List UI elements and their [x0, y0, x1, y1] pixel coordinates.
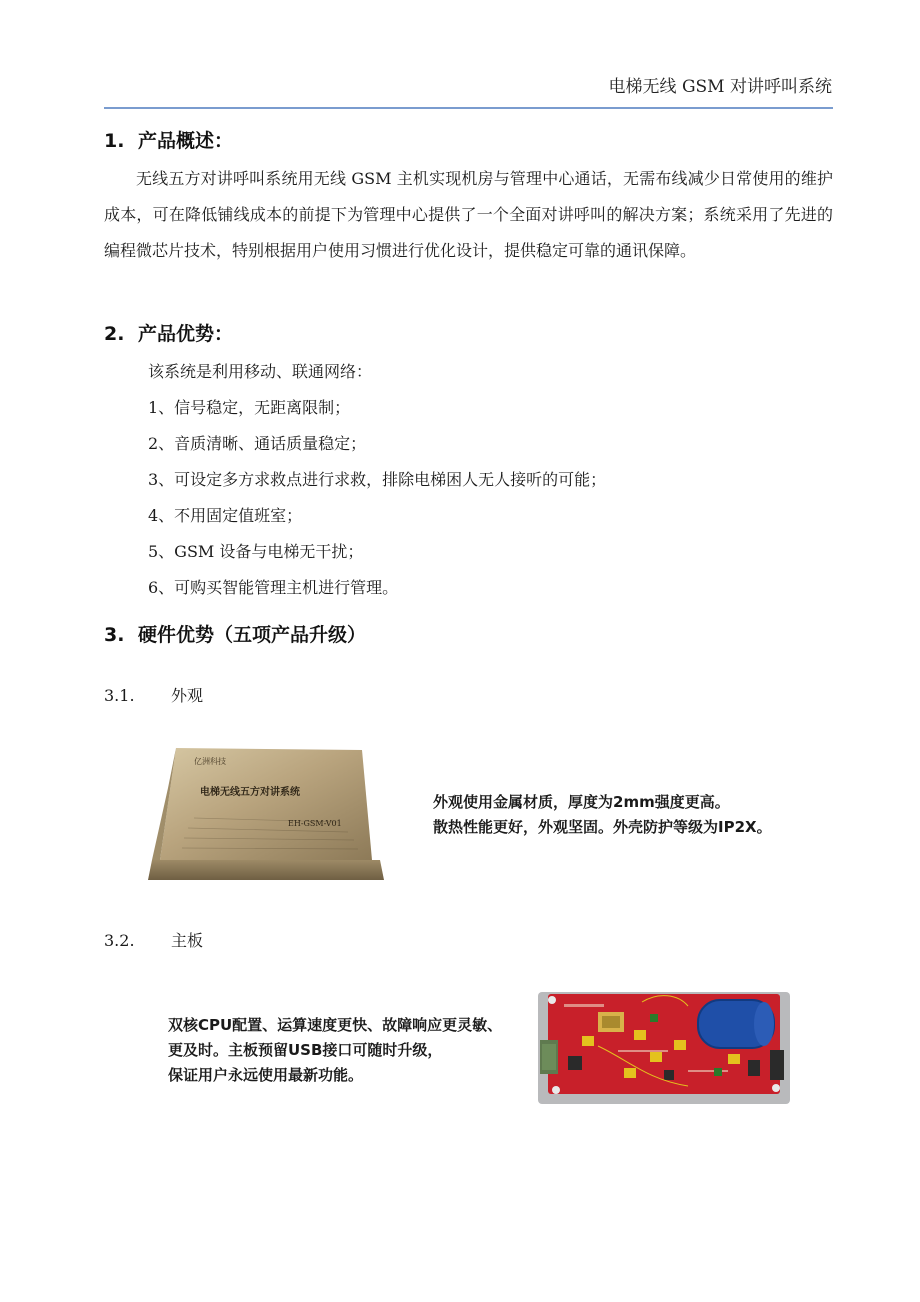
section-1-heading	[104, 126, 233, 153]
section-2-title: 产品优势：	[138, 323, 234, 345]
enclosure-brand: 亿洲科技	[194, 757, 226, 766]
list-item: 3、可设定多方求救点进行求救，排除电梯困人无人接听的可能；	[148, 470, 607, 489]
section-2-number: 2.	[104, 323, 125, 345]
caption-line: 双核CPU配置、运算速度更快、故障响应更灵敏、	[168, 1016, 503, 1034]
caption-line: 外观使用金属材质，厚度为2mm强度更高。	[433, 793, 730, 811]
section-3-title: 硬件优势（五项产品升级）	[138, 624, 367, 646]
subsection-3-1-heading	[104, 683, 203, 706]
section-2-intro: 该系统是利用移动、联通网络：	[148, 362, 373, 381]
subsection-3-2-title: 主板	[171, 931, 204, 950]
subsection-3-2-number: 3.2.	[104, 931, 135, 950]
list-item: 4、不用固定值班室；	[148, 506, 303, 525]
enclosure-model: EH-GSM-V01	[288, 819, 342, 828]
section-1-title: 产品概述：	[138, 130, 234, 152]
section-1-body: 无线五方对讲呼叫系统用无线 GSM 主机实现机房与管理中心通话，无需布线减少日常使用的维护成本，可在降低铺线成本的前提下为管理中心提供了一个全面对讲呼叫的解决方案；系统采用了先进的编程微芯片技术，特别根据用户使用习惯进行优化设计，提供稳定可靠的通讯保障。	[104, 169, 833, 260]
section-3-heading	[104, 620, 366, 647]
section-2-heading	[104, 319, 233, 346]
list-item: 6、可购买智能管理主机进行管理。	[148, 578, 399, 597]
enclosure-photo	[148, 748, 384, 886]
page-header-title: 电梯无线 GSM 对讲呼叫系统	[608, 77, 832, 97]
section-1-number: 1.	[104, 130, 125, 152]
list-item: 5、GSM 设备与电梯无干扰；	[148, 542, 364, 561]
subsection-3-2-heading	[104, 928, 203, 951]
mainboard-caption	[168, 1013, 502, 1088]
mainboard-photo	[538, 990, 794, 1106]
enclosure-label: 电梯无线五方对讲系统	[200, 787, 300, 798]
caption-line: 更及时。主板预留USB接口可随时升级，	[168, 1041, 443, 1059]
list-item: 2、音质清晰、通话质量稳定；	[148, 434, 367, 453]
caption-line: 保证用户永远使用最新功能。	[168, 1066, 364, 1084]
caption-line: 散热性能更好，外观坚固。外壳防护等级为IP2X。	[433, 818, 772, 836]
section-3-number: 3.	[104, 624, 125, 646]
header-divider	[104, 107, 833, 109]
subsection-3-1-title: 外观	[171, 686, 204, 705]
list-item: 1、信号稳定，无距离限制；	[148, 398, 351, 417]
subsection-3-1-number: 3.1.	[104, 686, 135, 705]
enclosure-caption	[433, 790, 772, 840]
